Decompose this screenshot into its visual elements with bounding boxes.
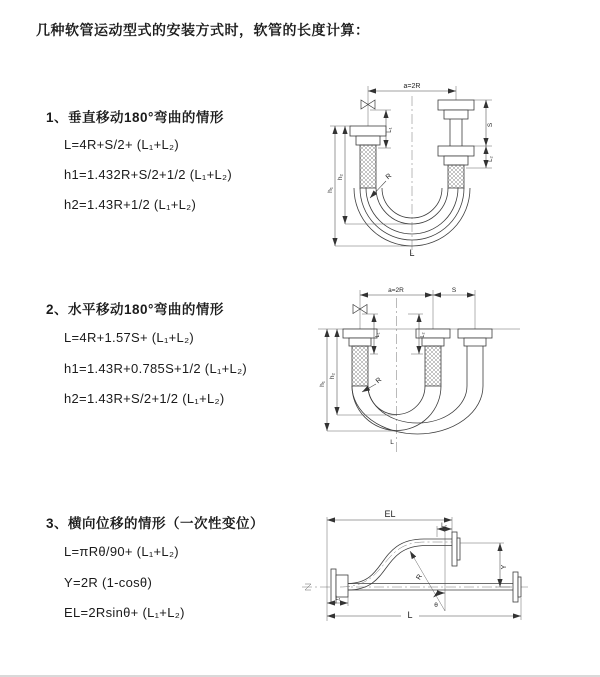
page-title: 几种软管运动型式的安装方式时，软管的长度计算： — [36, 22, 370, 38]
pipe-right-flange — [458, 329, 492, 346]
diagram-horizontal-180-bend — [312, 284, 592, 459]
pipe-left-flange — [350, 126, 386, 188]
dim-label-h2: h₂ — [329, 372, 336, 380]
section2-formula-L: L=4R+1.57S+ (L₁+L₂) — [64, 330, 195, 345]
radius-label: R — [384, 172, 394, 182]
radius-construction — [410, 529, 445, 611]
dim-label-y: Y — [501, 564, 508, 570]
length-label: L — [390, 439, 394, 446]
length-label: L — [409, 248, 415, 258]
dim-label-l: L — [407, 610, 413, 620]
dim-label-l2: L₂ — [420, 332, 426, 338]
dim-a2r — [360, 287, 475, 329]
dim-l — [327, 598, 521, 620]
pipe-left-flange — [343, 329, 377, 386]
section2-formula-h1: h1=1.43R+0.785S+1/2 (L₁+L₂) — [64, 361, 248, 376]
hose-displaced-s-curve — [340, 539, 460, 590]
dim-l1 — [327, 596, 348, 606]
hose-u-bend — [352, 346, 483, 434]
dim-label-s: S — [487, 122, 494, 128]
section3-formula-L: L=πRθ/90+ (L₁+L₂) — [64, 544, 179, 559]
section1-formula-h1: h1=1.432R+S/2+1/2 (L₁+L₂) — [64, 167, 232, 182]
dim-y — [460, 543, 512, 587]
dim-label-l1: L₁ — [335, 596, 341, 602]
section2-formula-h2: h2=1.43R+S/2+1/2 (L₁+L₂) — [64, 391, 225, 406]
dim-label-el: EL — [384, 509, 396, 519]
dim-label-a2r: a=2R — [403, 83, 421, 90]
dim-label-l2: L₂ — [488, 156, 494, 162]
dim-s — [433, 287, 475, 295]
diagram2-svg — [312, 284, 592, 459]
dim-s — [474, 100, 494, 146]
pipe-right-flange — [438, 100, 474, 188]
flange-right-upper — [452, 532, 460, 566]
dim-label-s: S — [451, 287, 457, 294]
diagram-vertical-180-bend — [316, 78, 586, 258]
angle-label: θ — [434, 602, 438, 609]
dim-label-l2: L₂ — [441, 523, 447, 529]
section1-heading: 1、垂直移动180°弯曲的情形 — [46, 110, 224, 125]
dim-label-l1: L₁ — [387, 127, 393, 133]
dim-l2 — [437, 523, 452, 537]
radius-label: R — [374, 376, 384, 386]
section1-formula-L: L=4R+S/2+ (L₁+L₂) — [64, 137, 179, 152]
diagram1-svg — [316, 78, 586, 258]
section3-formula-Y: Y=2R (1-cosθ) — [64, 575, 153, 590]
section1-formula-h2: h2=1.43R+1/2 (L₁+L₂) — [64, 197, 197, 212]
dim-label-h1: h₁ — [327, 187, 334, 193]
diagram-lateral-displacement — [300, 503, 595, 658]
flange-right-lower — [513, 572, 521, 602]
section3-formula-EL: EL=2Rsinθ+ (L₁+L₂) — [64, 605, 185, 620]
radius-label: R — [415, 573, 424, 582]
dim-label-h2: h₂ — [337, 173, 344, 181]
dim-label-h1: h₁ — [319, 381, 326, 387]
section3-heading: 3、横向位移的情形（一次性变位） — [46, 516, 265, 531]
section2-heading: 2、水平移动180°弯曲的情形 — [46, 302, 224, 317]
diagram3-svg — [300, 503, 595, 658]
dim-label-a2r: a=2R — [388, 287, 404, 294]
dim-label-l1: L₁ — [375, 332, 381, 338]
